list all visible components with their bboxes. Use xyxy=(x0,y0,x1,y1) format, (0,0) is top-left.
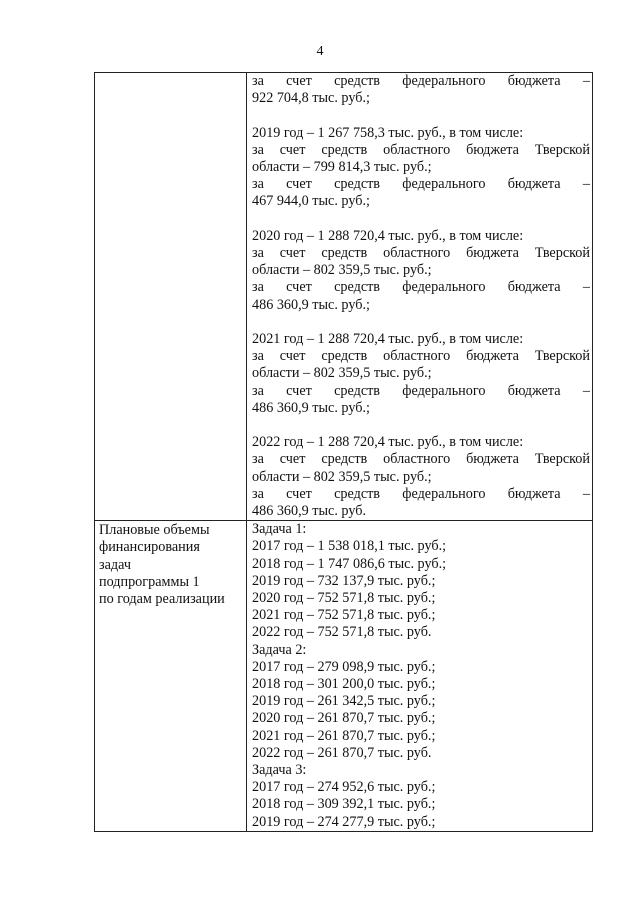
task-year-line: 2018 год – 1 747 086,6 тыс. руб.; xyxy=(252,555,447,572)
word: – xyxy=(582,176,590,193)
word: за xyxy=(252,451,264,468)
word: за xyxy=(252,73,264,89)
task-heading: Задача 3: xyxy=(252,762,307,779)
funding-line: области – 799 814,3 тыс. руб.; xyxy=(252,159,432,175)
row1-label-cell xyxy=(95,73,247,521)
funding-source-line xyxy=(252,279,590,296)
block-spacer xyxy=(252,107,590,124)
word: Тверской xyxy=(534,141,590,158)
word: за xyxy=(252,141,264,158)
word: федерального xyxy=(402,382,486,399)
block-spacer xyxy=(252,417,590,434)
funding-line: 2022 год – 1 288 720,4 тыс. руб., в том числе: xyxy=(252,434,524,451)
funding-line: области – 802 359,5 тыс. руб.; xyxy=(252,365,432,382)
funding-line: 467 944,0 тыс. руб.; xyxy=(252,193,370,210)
row1-value-cell xyxy=(247,73,593,521)
word: – xyxy=(582,73,590,89)
word: – xyxy=(582,382,590,399)
word: федерального xyxy=(402,73,486,89)
word: федерального xyxy=(402,279,486,296)
word: счет xyxy=(279,141,306,158)
word: бюджета xyxy=(507,382,561,399)
word: счет xyxy=(286,176,312,193)
word: средств xyxy=(334,176,381,193)
block-spacer xyxy=(252,314,590,331)
task-year-line: 2019 год – 274 277,9 тыс. руб.; xyxy=(252,813,436,830)
table-row-funding-years xyxy=(95,73,593,521)
funding-source-line xyxy=(252,383,590,400)
row-label-line: задач xyxy=(99,556,131,573)
page-number: 4 xyxy=(316,44,324,59)
word: за xyxy=(252,382,264,399)
word: бюджета xyxy=(507,176,561,193)
task-year-line: 2019 год – 732 137,9 тыс. руб.; xyxy=(252,572,436,589)
word: бюджета xyxy=(507,73,561,89)
funding-source-line xyxy=(252,142,590,159)
funding-line: 2019 год – 1 267 758,3 тыс. руб., в том числе: xyxy=(252,124,524,141)
row-label-line: Плановые объемы xyxy=(99,522,210,539)
row1-content xyxy=(247,73,592,520)
funding-line: 2020 год – 1 288 720,4 тыс. руб., в том числе: xyxy=(252,227,524,244)
funding-line: области – 802 359,5 тыс. руб.; xyxy=(252,468,432,485)
word: средств xyxy=(321,141,368,158)
row2-content xyxy=(247,521,592,831)
funding-source-line xyxy=(252,245,590,262)
word: Тверской xyxy=(534,245,590,261)
task-year-line: 2018 год – 301 200,0 тыс. руб.; xyxy=(252,676,436,693)
word: счет xyxy=(286,382,312,399)
funding-line: 922 704,8 тыс. руб.; xyxy=(252,90,370,107)
word: счет xyxy=(286,279,312,296)
word: за xyxy=(252,279,264,296)
row-label-line: финансирования xyxy=(99,539,200,556)
word: бюджета xyxy=(466,348,519,365)
task-heading: Задача 1: xyxy=(252,521,307,538)
task-heading: Задача 2: xyxy=(252,641,307,658)
funding-source-line xyxy=(252,176,590,193)
word: за xyxy=(252,485,264,502)
task-year-line: 2020 год – 261 870,7 тыс. руб.; xyxy=(252,710,436,727)
task-year-line: 2019 год – 261 342,5 тыс. руб.; xyxy=(252,693,436,710)
word: средств xyxy=(334,485,381,502)
funding-source-line xyxy=(252,348,590,365)
word: счет xyxy=(279,348,306,365)
word: за xyxy=(252,176,264,193)
funding-line: 486 360,9 тыс. руб. xyxy=(252,503,366,520)
word: счет xyxy=(286,73,312,89)
word: счет xyxy=(286,485,312,502)
funding-line: области – 802 359,5 тыс. руб.; xyxy=(252,262,432,279)
row2-value-cell xyxy=(247,521,593,832)
row2-label-cell xyxy=(95,521,247,832)
task-year-line: 2017 год – 274 952,6 тыс. руб.; xyxy=(252,779,436,796)
funding-line: 486 360,9 тыс. руб.; xyxy=(252,399,370,416)
word: средств xyxy=(334,382,381,399)
word: – xyxy=(582,279,590,296)
word: – xyxy=(582,485,590,502)
funding-source-line xyxy=(252,451,590,468)
word: бюджета xyxy=(466,245,519,261)
funding-line: 2021 год – 1 288 720,4 тыс. руб., в том числе: xyxy=(252,331,524,347)
task-year-line: 2018 год – 309 392,1 тыс. руб.; xyxy=(252,796,436,813)
task-year-line: 2021 год – 752 571,8 тыс. руб.; xyxy=(252,607,436,624)
word: бюджета xyxy=(507,279,561,296)
word: Тверской xyxy=(534,348,590,365)
task-year-line: 2021 год – 261 870,7 тыс. руб.; xyxy=(252,727,436,744)
funding-source-line xyxy=(252,73,590,90)
passport-table xyxy=(94,72,593,832)
word: средств xyxy=(334,279,381,296)
block-spacer xyxy=(252,211,590,228)
row2-label xyxy=(95,521,246,608)
word: средств xyxy=(334,73,381,89)
table-row-task-funding xyxy=(95,521,593,832)
task-year-line: 2020 год – 752 571,8 тыс. руб.; xyxy=(252,590,436,607)
word: Тверской xyxy=(534,451,590,468)
word: средств xyxy=(321,451,368,468)
word: областного xyxy=(383,348,451,365)
word: за xyxy=(252,348,264,365)
word: областного xyxy=(383,245,451,261)
word: счет xyxy=(279,245,306,261)
task-year-line: 2022 год – 261 870,7 тыс. руб. xyxy=(252,744,432,761)
task-year-line: 2017 год – 279 098,9 тыс. руб.; xyxy=(252,658,436,675)
word: средств xyxy=(321,348,368,365)
word: за xyxy=(252,245,264,261)
word: федерального xyxy=(402,485,486,502)
task-year-line: 2022 год – 752 571,8 тыс. руб. xyxy=(252,624,432,641)
funding-source-line xyxy=(252,486,590,503)
word: областного xyxy=(383,451,451,468)
word: счет xyxy=(279,451,306,468)
word: областного xyxy=(383,141,451,158)
word: бюджета xyxy=(507,485,561,502)
word: бюджета xyxy=(466,141,519,158)
word: средств xyxy=(321,245,368,261)
funding-line: 486 360,9 тыс. руб.; xyxy=(252,296,370,313)
task-year-line: 2017 год – 1 538 018,1 тыс. руб.; xyxy=(252,538,447,555)
row-label-line: по годам реализации xyxy=(99,591,225,608)
word: бюджета xyxy=(466,451,519,468)
row-label-line: подпрограммы 1 xyxy=(99,573,200,590)
word: федерального xyxy=(402,176,486,193)
